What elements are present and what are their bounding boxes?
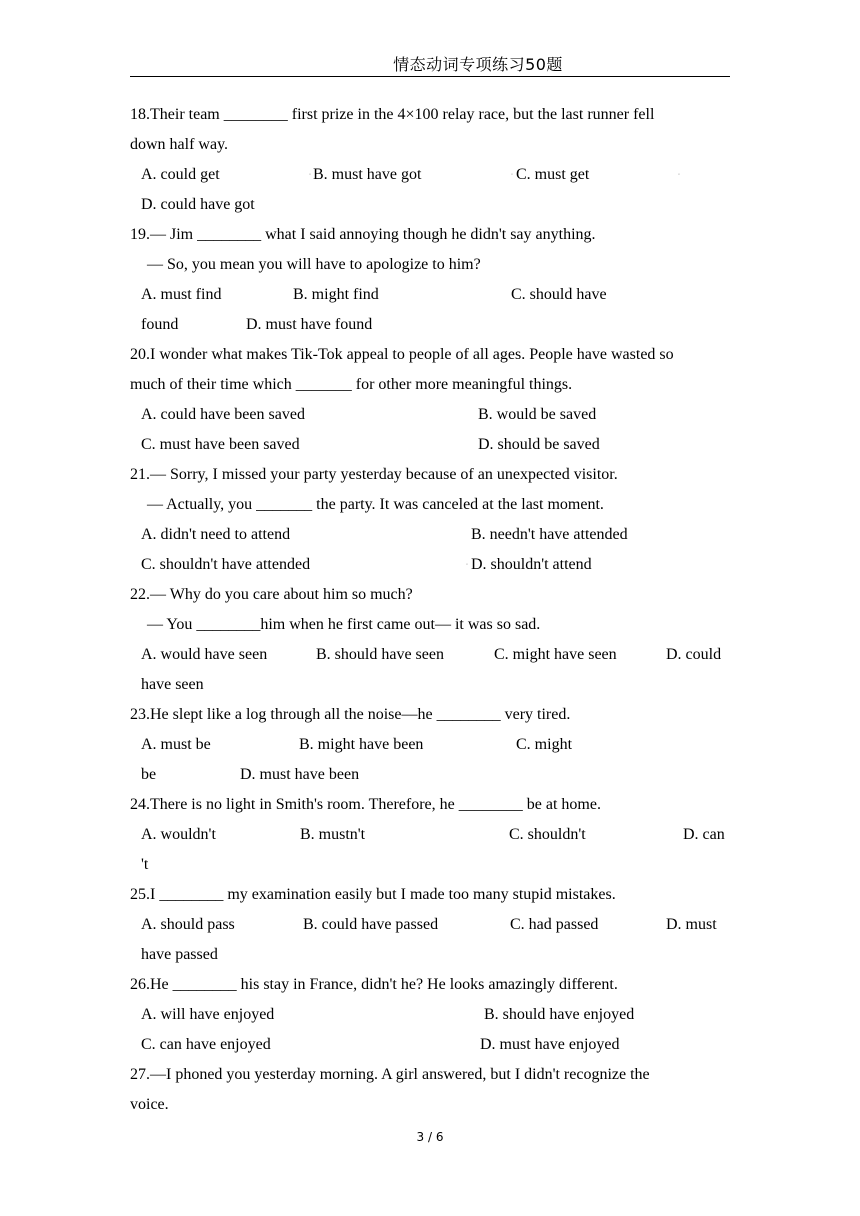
question-20-stem: 20.I wonder what makes Tik-Tok appeal to people of all ages. People have wasted so <box>130 346 674 363</box>
question-24-stem: 24.There is no light in Smith's room. Therefore, he ________ be at home. <box>130 796 601 813</box>
question-24-options-cont <box>130 850 730 880</box>
question-21-stem: 21.— Sorry, I missed your party yesterday because of an unexpected visitor. <box>130 466 618 483</box>
question-20-options-cont <box>130 430 730 460</box>
question-22-stem-cont: — You ________him when he first came out— it was so sad. <box>147 616 541 633</box>
option-b: B. would be saved <box>478 406 597 423</box>
option-d: D. could <box>666 646 722 663</box>
question-list <box>130 100 730 1120</box>
marker-dot: ◦ <box>466 562 469 568</box>
question-25-options <box>130 910 730 940</box>
option-a: A. must find <box>141 286 222 303</box>
option-a: A. would have seen <box>141 646 268 663</box>
question-27-stem: 27.—I phoned you yesterday morning. A girl answered, but I didn't recognize the <box>130 1066 650 1083</box>
question-26-options <box>130 1000 730 1030</box>
question-25-options-cont <box>130 940 730 970</box>
option-c: C. should have <box>511 286 607 303</box>
question-19-stem: 19.— Jim ________ what I said annoying though he didn't say anything. <box>130 226 596 243</box>
question-21-stem-cont: — Actually, you _______ the party. It was canceled at the last moment. <box>147 496 604 513</box>
marker-dot: ◦ <box>678 172 681 178</box>
question-21-options-cont <box>130 550 730 580</box>
option-d: D. could have got <box>141 196 255 213</box>
option-a: A. could have been saved <box>141 406 305 423</box>
option-a: A. could get <box>141 166 220 183</box>
option-a: A. wouldn't <box>141 826 216 843</box>
option-c-cont: be <box>141 766 157 783</box>
question-21-options <box>130 520 730 550</box>
question-25-stem: 25.I ________ my examination easily but I made too many stupid mistakes. <box>130 886 616 903</box>
option-c: C. must get <box>516 166 590 183</box>
option-b: B. might find <box>293 286 379 303</box>
option-c-cont: found <box>141 316 179 333</box>
question-19-stem-cont: — So, you mean you will have to apologize to him? <box>147 256 481 273</box>
question-27-stem-cont: voice. <box>130 1096 169 1113</box>
question-18-options <box>130 160 730 190</box>
option-d-cont: have passed <box>141 946 218 963</box>
question-22-options-cont <box>130 670 730 700</box>
option-c: C. shouldn't <box>509 826 586 843</box>
page-number: 3 / 6 <box>416 1130 444 1144</box>
option-d-cont: 't <box>141 856 149 873</box>
marker-dot: ◦ <box>511 172 514 178</box>
option-c: C. shouldn't have attended <box>141 556 311 573</box>
option-d: D. shouldn't attend <box>471 556 592 573</box>
question-22-options <box>130 640 730 670</box>
option-c: C. might have seen <box>494 646 617 663</box>
option-c: C. must have been saved <box>141 436 300 453</box>
option-d: D. should be saved <box>478 436 600 453</box>
option-b: B. must have got <box>313 166 422 183</box>
question-23-options <box>130 730 730 760</box>
option-a: A. must be <box>141 736 211 753</box>
question-23-options-cont <box>130 760 730 790</box>
option-c: C. had passed <box>510 916 599 933</box>
option-d: D. can <box>683 826 725 843</box>
option-a: A. didn't need to attend <box>141 526 291 543</box>
question-26-stem: 26.He ________ his stay in France, didn't he? He looks amazingly different. <box>130 976 618 993</box>
marker-dot: ◦ <box>309 172 312 178</box>
option-b: B. might have been <box>299 736 424 753</box>
question-22-stem: 22.— Why do you care about him so much? <box>130 586 413 603</box>
option-d: D. must have enjoyed <box>480 1036 620 1053</box>
page-title: 情态动词专项练习50题 <box>393 55 563 74</box>
option-b: B. could have passed <box>303 916 439 933</box>
question-19-options <box>130 280 730 310</box>
option-c: C. can have enjoyed <box>141 1036 271 1053</box>
question-24-options <box>130 820 730 850</box>
question-26-options-cont <box>130 1030 730 1060</box>
option-b: B. should have enjoyed <box>484 1006 635 1023</box>
option-a: A. should pass <box>141 916 235 933</box>
question-19-options-cont <box>130 310 730 340</box>
option-b: B. needn't have attended <box>471 526 628 543</box>
question-18-stem: 18.Their team ________ first prize in the 4×100 relay race, but the last runner fell <box>130 106 655 123</box>
question-18-options-cont <box>130 190 730 220</box>
option-d: D. must <box>666 916 717 933</box>
question-18-stem-cont: down half way. <box>130 136 229 153</box>
option-b: B. mustn't <box>300 826 366 843</box>
option-d-cont: have seen <box>141 676 204 693</box>
option-d: D. must have found <box>246 316 373 333</box>
option-c: C. might <box>516 736 573 753</box>
question-20-stem-cont: much of their time which _______ for other more meaningful things. <box>130 376 573 393</box>
question-23-stem: 23.He slept like a log through all the noise—he ________ very tired. <box>130 706 571 723</box>
option-a: A. will have enjoyed <box>141 1006 275 1023</box>
page-header <box>130 50 730 77</box>
question-20-options <box>130 400 730 430</box>
option-b: B. should have seen <box>316 646 444 663</box>
option-d: D. must have been <box>240 766 360 783</box>
